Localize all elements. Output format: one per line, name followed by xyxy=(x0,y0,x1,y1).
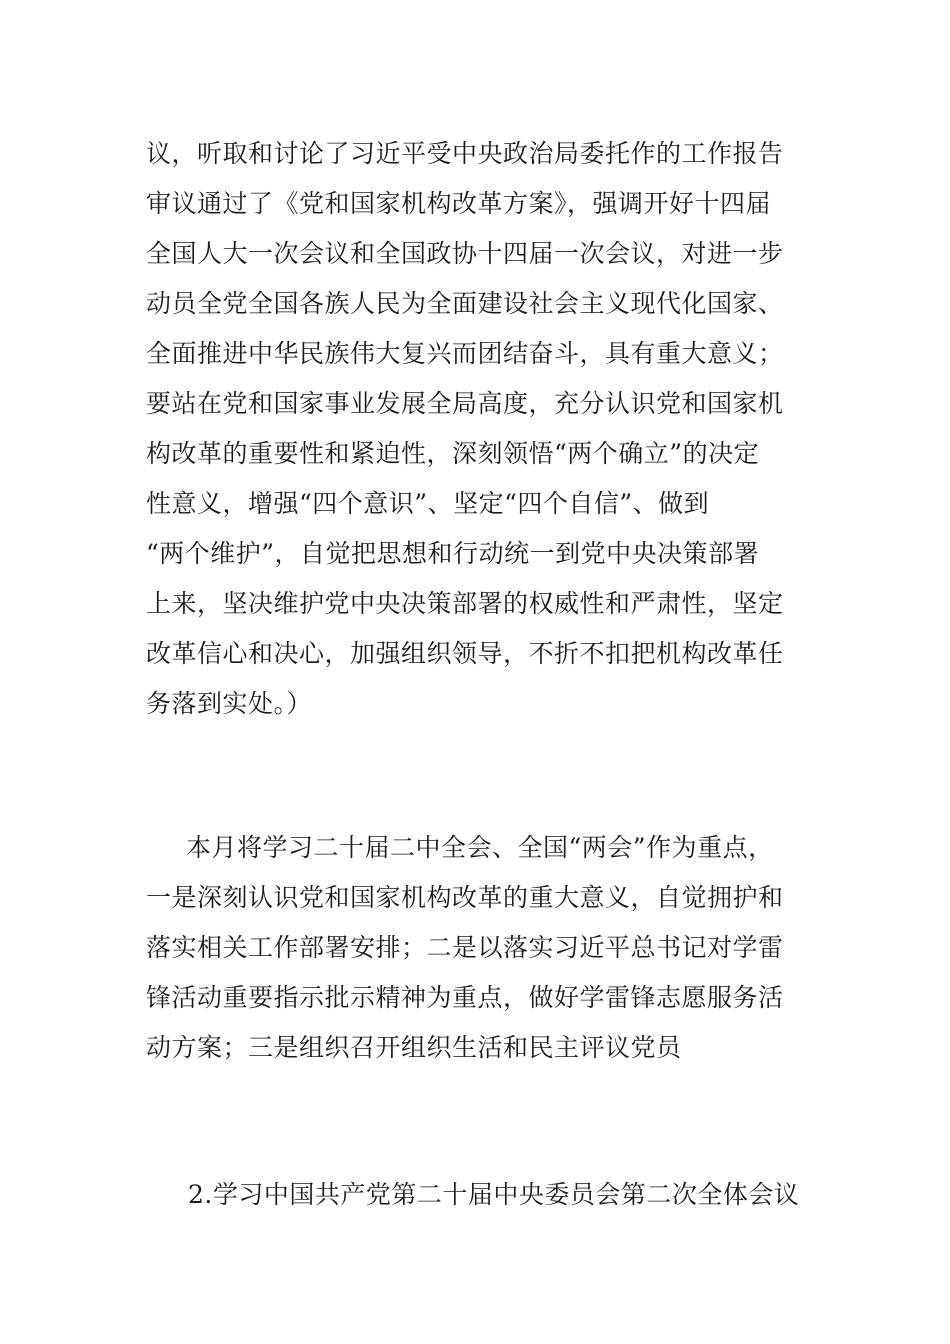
text-line: 性意义，增强“四个意识”、坚定“四个自信”、做到 xyxy=(146,489,710,518)
text-line: 议，听取和讨论了习近平受中央政治局委托作的工作报告 xyxy=(146,139,784,168)
text-line: 动方案；三是组织召开组织生活和民主评议党员 xyxy=(146,1033,682,1062)
body-paragraph-monthly-plan xyxy=(146,823,810,1073)
text-line: 务落到实处。） xyxy=(146,689,313,718)
body-paragraph-continued xyxy=(146,129,810,729)
text-line: 锋活动重要指示批示精神为重点，做好学雷锋志愿服务活 xyxy=(146,983,784,1012)
text-line: “两个维护”，自觉把思想和行动统一到党中央决策部署 xyxy=(146,539,760,568)
text-line: 落实相关工作部署安排；二是以落实习近平总书记对学雷 xyxy=(146,933,784,962)
text-line: 上来，坚决维护党中央决策部署的权威性和严肃性，坚定 xyxy=(146,589,784,618)
text-line: 要站在党和国家事业发展全局高度，充分认识党和国家机 xyxy=(146,389,784,418)
text-line: 本月将学习二十届二中全会、全国“两会”作为重点， xyxy=(186,833,774,862)
text-line: 审议通过了《党和国家机构改革方案》，强调开好十四届 xyxy=(146,189,772,218)
text-line: 全国人大一次会议和全国政协十四届一次会议，对进一步 xyxy=(146,239,784,268)
text-line: 全面推进中华民族伟大复兴而团结奋斗，具有重大意义； xyxy=(146,339,784,368)
heading-line: 2.学习中国共产党第二十届中央委员会第二次全体会议 xyxy=(188,1180,800,1209)
text-line: 构改革的重要性和紧迫性，深刻领悟“两个确立”的决定 xyxy=(146,439,760,468)
text-line: 改革信心和决心，加强组织领导，不折不扣把机构改革任 xyxy=(146,639,784,668)
section-heading-2 xyxy=(146,1170,810,1220)
text-line: 一是深刻认识党和国家机构改革的重大意义，自觉拥护和 xyxy=(146,883,784,912)
text-line: 动员全党全国各族人民为全面建设社会主义现代化国家、 xyxy=(146,289,784,318)
